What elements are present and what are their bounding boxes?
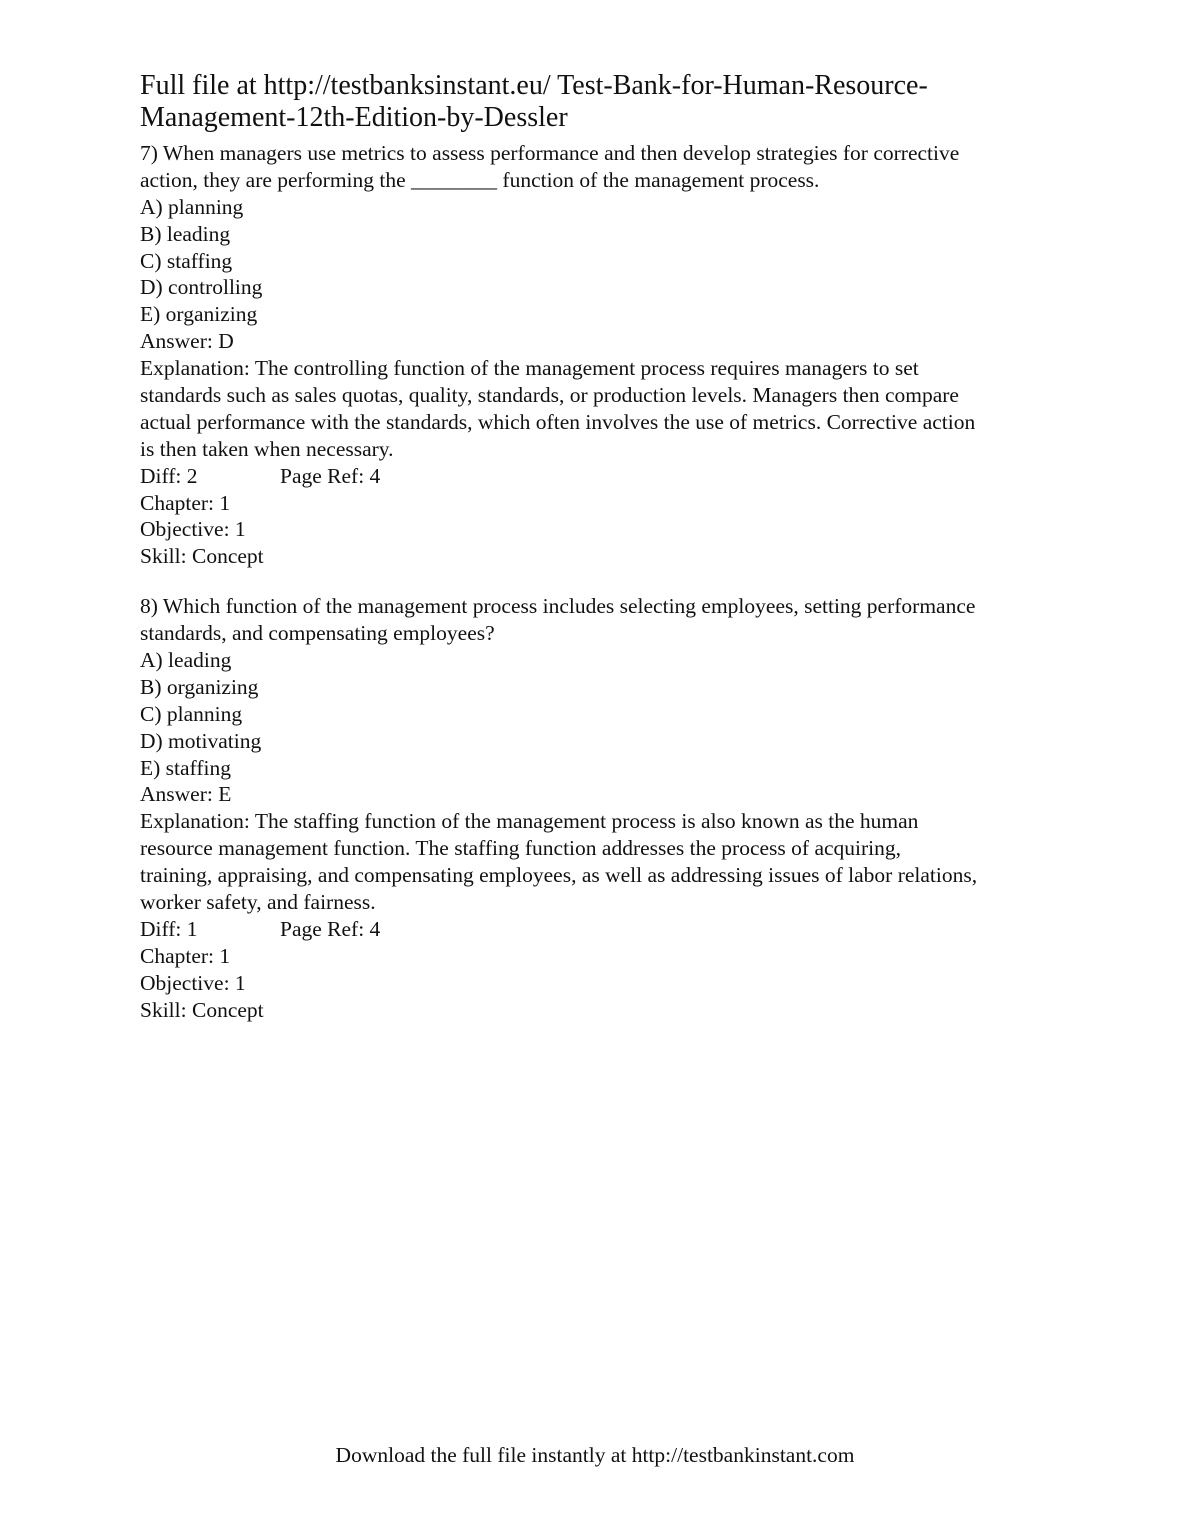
chapter: Chapter: 1 [140,943,231,968]
question-block [140,593,977,1023]
explanation-line: is then taken when necessary. [140,436,394,461]
skill: Skill: Concept [140,544,264,569]
answer-option: A) leading [140,648,232,673]
document-header [140,70,928,134]
answer-key: Answer: E [140,782,232,807]
difficulty: Diff: 1 [140,916,198,941]
explanation-line: actual performance with the standards, which often involves the use of metrics. Corrective action [140,409,976,434]
diff-pageref-row [140,463,977,490]
answer-option: E) staffing [140,755,231,780]
answer-option: D) controlling [140,275,263,300]
header-line: Management-12th-Edition-by-Dessler [140,102,568,133]
answer-option: E) organizing [140,302,258,327]
chapter: Chapter: 1 [140,490,231,515]
skill: Skill: Concept [140,997,264,1022]
question-stem-line: action, they are performing the ________ function of the management process. [140,167,820,192]
answer-option: D) motivating [140,728,262,753]
answer-option: A) planning [140,194,244,219]
question-stem-line: 7) When managers use metrics to assess performance and then develop strategies for corrective [140,141,960,165]
objective: Objective: 1 [140,517,246,542]
question-stem-line: 8) Which function of the management process includes selecting employees, setting performance [140,594,976,619]
question-stem-line: standards, and compensating employees? [140,621,495,646]
explanation-line: standards such as sales quotas, quality, standards, or production levels. Managers then compare [140,383,959,408]
explanation-line: Explanation: The controlling function of the management process requires managers to set [140,356,919,381]
question-list [140,140,977,1024]
question-block [140,140,977,570]
footer-text: Download the full file instantly at http://testbankinstant.com [335,1443,855,1467]
header-line: Full file at http://testbanksinstant.eu/ Test-Bank-for-Human-Resource- [140,70,928,101]
explanation-line: training, appraising, and compensating employees, as well as addressing issues of labor relations, [140,863,978,888]
explanation-line: worker safety, and fairness. [140,890,376,915]
page-ref: Page Ref: 4 [280,463,381,488]
explanation-line: resource management function. The staffing function addresses the process of acquiring, [140,836,902,861]
difficulty: Diff: 2 [140,463,198,488]
spacer [140,570,977,593]
answer-option: B) leading [140,221,231,246]
answer-option: C) staffing [140,248,233,273]
answer-option: C) planning [140,701,243,726]
page-ref: Page Ref: 4 [280,916,381,941]
explanation-line: Explanation: The staffing function of the management process is also known as the human [140,809,919,834]
answer-key: Answer: D [140,329,234,354]
diff-pageref-row [140,916,977,943]
answer-option: B) organizing [140,674,259,699]
objective: Objective: 1 [140,970,246,995]
